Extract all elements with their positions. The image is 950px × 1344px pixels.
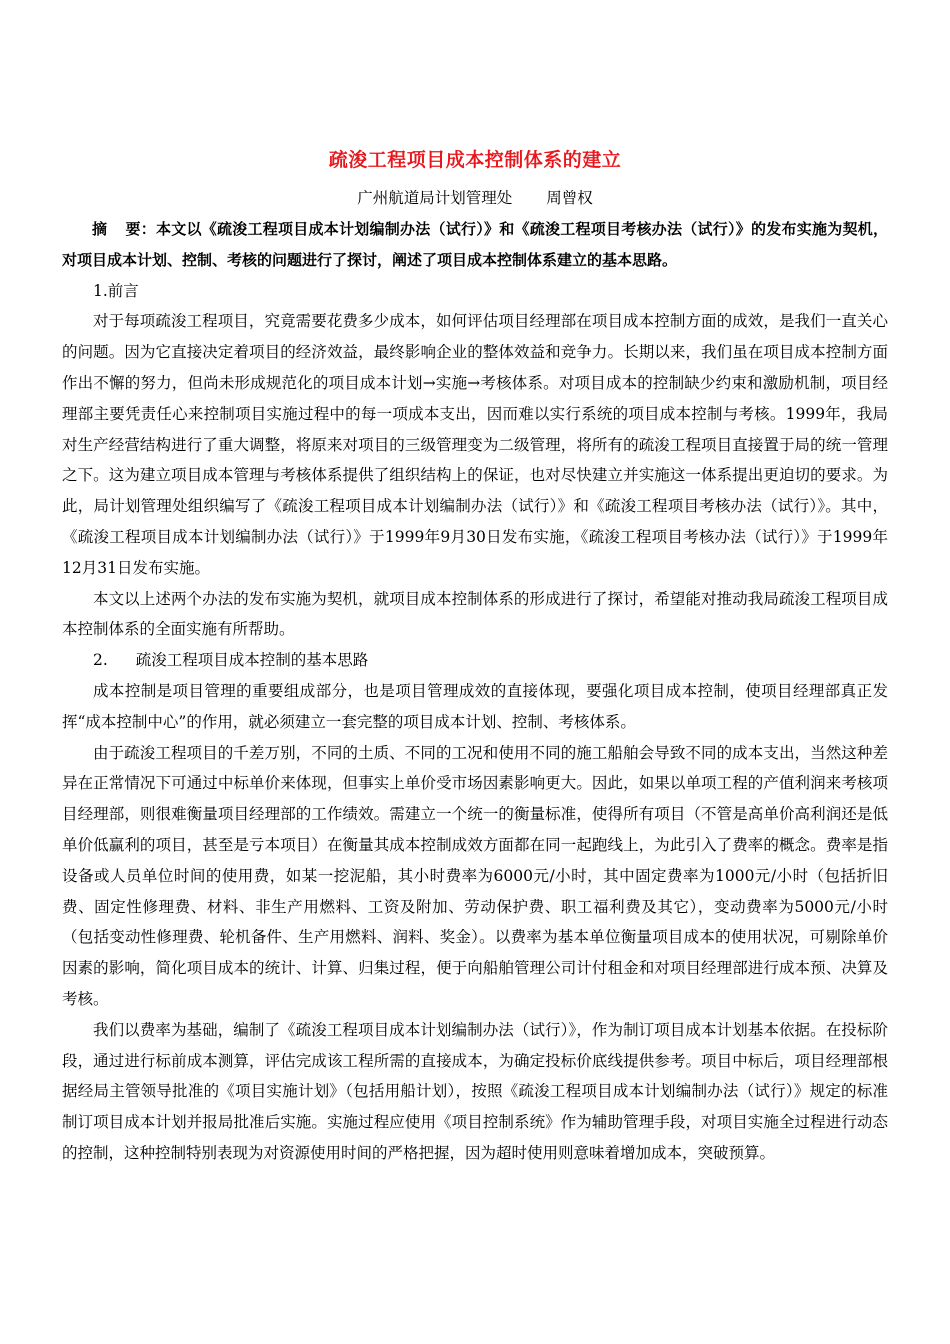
- section-2-heading: [62, 645, 888, 676]
- section-1-paragraph-2: 本文以上述两个办法的发布实施为契机，就项目成本控制体系的形成进行了探讨，希望能对推动我局疏浚工程项目成本控制体系的全面实施有所帮助。: [62, 589, 888, 639]
- section-2-title: 疏浚工程项目成本控制的基本思路: [135, 651, 369, 670]
- abstract-label-2: 要：: [125, 220, 156, 238]
- section-1-paragraph-1: 对于每项疏浚工程项目，究竟需要花费多少成本，如何评估项目经理部在项目成本控制方面的成效，是我们一直关心的问题。因为它直接决定着项目的经济效益，最终影响企业的整体效益和竞争力。长期以来，我们虽在项目成本控制方面作出不懈的努力，但尚未形成规范化的项目成本计划→实施→考核体系。对项目成本的控制缺少约束和激励机制，项目经理部主要凭责任心来控制项目实施过程中的每一项成本支出，因而难以实行系统的项目成本控制与考核。1999年，我局对生产经营结构进行了重大调整，将原来对项目的三级管理变为二级管理，将所有的疏浚工程项目直接置于局的统一管理之下。这为建立项目成本管理与考核体系提供了组织结构上的保证，也对尽快建立并实施这一体系提出更迫切的要求。为此，局计划管理处组织编写了《疏浚工程项目成本计划编制办法（试行）》和《疏浚工程项目考核办法（试行）》。其中，《疏浚工程项目成本计划编制办法（试行）》于1999年9月30日发布实施，《疏浚工程项目考核办法（试行）》于1999年12月31日发布实施。: [62, 312, 888, 577]
- section-2-paragraph-1: 成本控制是项目管理的重要组成部分，也是项目管理成效的直接体现，要强化项目成本控制，使项目经理部真正发挥“成本控制中心”的作用，就必须建立一套完整的项目成本计划、控制、考核体系。: [62, 681, 888, 731]
- abstract-label-1: 摘: [92, 220, 108, 238]
- author-name: 周曾权: [546, 189, 593, 207]
- author-line: [0, 186, 950, 208]
- abstract-paragraph: [62, 214, 888, 276]
- page-title: 疏浚工程项目成本控制体系的建立: [328, 149, 622, 171]
- abstract-text: 本文以《疏浚工程项目成本计划编制办法（试行）》和《疏浚工程项目考核办法（试行）》的发布实施为契机，对项目成本计划、控制、考核的问题进行了探讨，阐述了项目成本控制体系建立的基本思路。: [62, 220, 888, 269]
- section-2-number: 2.: [93, 651, 108, 670]
- author-org: 广州航道局计划管理处: [357, 189, 513, 207]
- section-2-paragraph-2: 由于疏浚工程项目的千差万别，不同的土质、不同的工况和使用不同的施工船舶会导致不同的成本支出，当然这种差异在正常情况下可通过中标单价来体现，但事实上单价受市场因素影响更大。因此，如果以单项工程的产值利润来考核项目经理部，则很难衡量项目经理部的工作绩效。需建立一个统一的衡量标准，使得所有项目（不管是高单价高利润还是低单价低赢利的项目，甚至是亏本项目）在衡量其成本控制成效方面都在同一起跑线上，为此引入了费率的概念。费率是指设备或人员单位时间的使用费，如某一挖泥船，其小时费率为6000元/小时，其中固定费率为1000元/小时（包括折旧费、固定性修理费、材料、非生产用燃料、工资及附加、劳动保护费、职工福利费及其它），变动费率为5000元/小时（包括变动性修理费、轮机备件、生产用燃料、润料、奖金）。以费率为基本单位衡量项目成本的使用状况，可剔除单价因素的影响，简化项目成本的统计、计算、归集过程，便于向船舶管理公司计付租金和对项目经理部进行成本预、决算及考核。: [62, 743, 888, 1008]
- section-2-paragraph-3: 我们以费率为基础，编制了《疏浚工程项目成本计划编制办法（试行）》，作为制订项目成本计划基本依据。在投标阶段，通过进行标前成本测算，评估完成该工程所需的直接成本，为确定投标价底线提供参考。项目中标后，项目经理部根据经局主管领导批准的《项目实施计划》（包括用船计划），按照《疏浚工程项目成本计划编制办法（试行）》规定的标准制订项目成本计划并报局批准后实施。实施过程应使用《项目控制系统》作为辅助管理手段，对项目实施全过程进行动态的控制，这种控制特别表现为对资源使用时间的严格把握，因为超时使用则意味着增加成本，突破预算。: [62, 1020, 888, 1162]
- section-1-heading: 1.前言: [93, 281, 139, 300]
- document-body: [62, 214, 888, 1169]
